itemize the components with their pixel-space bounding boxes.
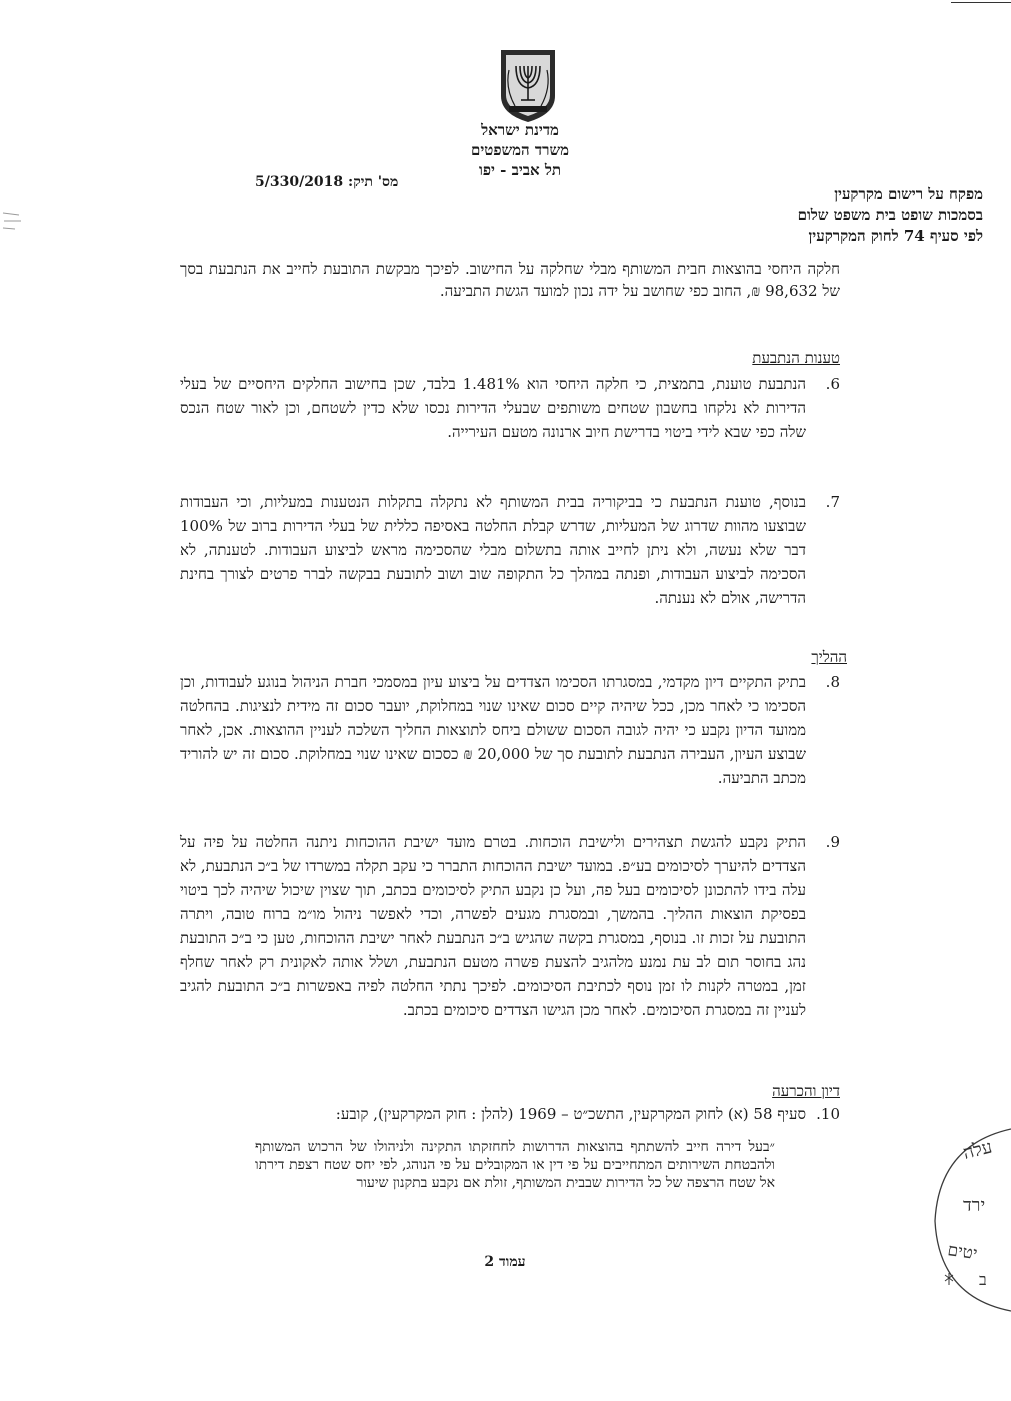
ministry-line-state: מדינת ישראל <box>481 121 559 139</box>
intro-paragraph: חלקה היחסי בהוצאות חבית המשותף מבלי שחלקה על החישוב. לפיכך מבקשת התובעת לחייב את הנתבעת בסך של 98,632 ₪, החוב כפי שחושב על ידה נכון למועד הגשת התביעה. <box>180 260 840 300</box>
state-emblem-icon <box>495 48 561 124</box>
paragraph-6 <box>180 372 840 444</box>
statute-quote: ״בעל דירה חייב להשתתף בהוצאות הדרושות לחחזקתו התקינה ולניהולו של הרכוש המשותף ולהבטחת השירותים המתחייבים על פי דין או המקובלים על פי הנוהג, לפי יחס שטח רצפת דירתו אל שטח הרצפה של כל הדירות שבבית המשותף, זולת אם נקבע בתקנון שיעור <box>255 1139 775 1191</box>
ministry-line-city: תל אביב - יפו <box>478 161 561 179</box>
paragraph-number: 8. <box>825 673 840 691</box>
ministry-line-ministry: משרד המשפטים <box>471 141 569 159</box>
paragraph-9 <box>180 830 840 1022</box>
registrar-line-3: לפי סעיף 74 לחוק המקרקעין <box>808 227 983 245</box>
stamp-fragment-1: עלה <box>961 1136 995 1164</box>
case-number: מס' תיק: 5/330/2018 <box>255 174 399 190</box>
registrar-title <box>653 184 983 247</box>
paragraph-8 <box>180 670 840 790</box>
paragraph-text: הנתבעת טוענת, בתמצית, כי חלקה היחסי הוא 1.481% בלבד, שכן בחישוב החלקים היחסיים של בעלי הדירות לא נלקחו בחשבון שטחים משותפים שבעלי הדירות נכסו שלא כדין לשטחם, וכן לאור שטח הנכס שלה כפי שבא לידי ביטוי בדרישת חיוב ארנונה מטעם העירייה. <box>180 375 806 441</box>
scan-artifact-mark <box>1 209 23 233</box>
paragraph-10 <box>180 1102 840 1126</box>
stamp-fragment-2: ירד <box>963 1195 986 1216</box>
ministry-header <box>420 120 620 180</box>
paragraph-7 <box>180 490 840 610</box>
paragraph-text: סעיף 58 (א) לחוק המקרקעין, התשכ״ט – 1969 (להלן : חוק המקרקעין), קובע: <box>335 1105 806 1123</box>
registrar-line-2: בסמכות שופט בית משפט שלום <box>797 206 983 224</box>
paragraph-number: 10. <box>816 1105 840 1123</box>
paragraph-number: 6. <box>825 375 840 393</box>
page-number: עמוד 2 <box>484 1254 526 1270</box>
stamp-seal-icon <box>925 1125 1011 1315</box>
section-heading-procedure: ההליך <box>811 648 847 666</box>
paragraph-text: התיק נקבע להגשת תצהירים ולישיבת הוכחות. בטרם מועד ישיבת ההוכחות ניתנה החלטה על פיה על הצדדים להיערך לסיכומים בע״פ. במועד ישיבת ההוכחות התברר כי עקב תקלה במשרדו של ב״כ הנתבעת, לא עלה בידו להתכונן לסיכומים בעל פה, ועל כן נקבע התיק לסיכומים בכתב, תוך שצוין שיכול שיהיה לכך ביטוי בפסיקת הוצאות ההליך. בהמשך, ובמסגרת מגעים לפשרה, וכדי לאפשר ניהול מו״מ ברוח טובה, ויתרה התובעת על זכות זו. בנוסף, במסגרת בקשה שהגיש ב״כ הנתבעת לאחר ישיבת ההוכחות, טען כי ב״כ התובעת נהג בחוסר תום לב עת נמנע מלהגיב להצעת פשרה מטעם הנתבעת, ושלל אותה לאקונית רק לאחר שחלף זמן, במטרה לקנות לו זמן נוסף לכתיבת הסיכומים. לפיכך נתתי החלטה לפיה באפשרות ב״כ התובעת להגיב לעניין זה במסגרת הסיכומים. לאחר מכן הגישו הצדדים סיכומים בכתב. <box>180 833 806 1019</box>
stamp-fragment-4: ב <box>979 1270 987 1289</box>
section-heading-discussion: דיון והכרעה <box>772 1082 840 1100</box>
section-heading-defendant-claims: טענות הנתבעת <box>752 349 840 367</box>
paragraph-number: 7. <box>825 493 840 511</box>
paragraph-text: בנוסף, טוענת הנתבעת כי בביקוריה בבית המשותף לא נתקלה בתקלות הנטענות במעליות, וכי העבודות שבוצעו מהוות שדרוג של המעליות, שדרש קבלת החלטה באסיפה כללית של בעלי הדירות ברוב של 100% דבר שלא נעשה, ולא ניתן לחייב אותה בתשלום מבלי שהסכימה מראש לביצוע העבודות. לטענתה, לא הסכימה לביצוע העבודות, ופנתה במהלך כל התקופה שוב ושוב לתובעת בבקשה לברר פרטים לצורך בחינת הדרישה, אולם לא נענתה. <box>180 493 806 607</box>
paragraph-number: 9. <box>825 833 840 851</box>
registrar-line-1: מפקח על רישום מקרקעין <box>834 185 983 203</box>
top-rule <box>951 2 1011 3</box>
stamp-fragment-3: יטים <box>946 1240 979 1265</box>
paragraph-text: בתיק התקיים דיון מקדמי, במסגרתו הסכימו הצדדים על ביצוע עיון במסמכי חברת הניהול בנוגע לעבודות, וכן הסכימו כי לאחר מכן, ככל שיהיה קיים סכום שאינו שנוי במחלוקת, יועבר סכום זה מידית לנציגות. בהחלטה ממועד הדיון נקבע כי יהיה לגובה הסכום ששולם ביחס לתוצאות החליך השלכה לעניין ההוצאות. אכן, לאחר שבוצע העיון, העבירה הנתבעת לתובעת סך של 20,000 ₪ כסכום שאינו שנוי במחלוקת. סכום זה יש להוריד מכתב התביעה. <box>180 673 806 787</box>
